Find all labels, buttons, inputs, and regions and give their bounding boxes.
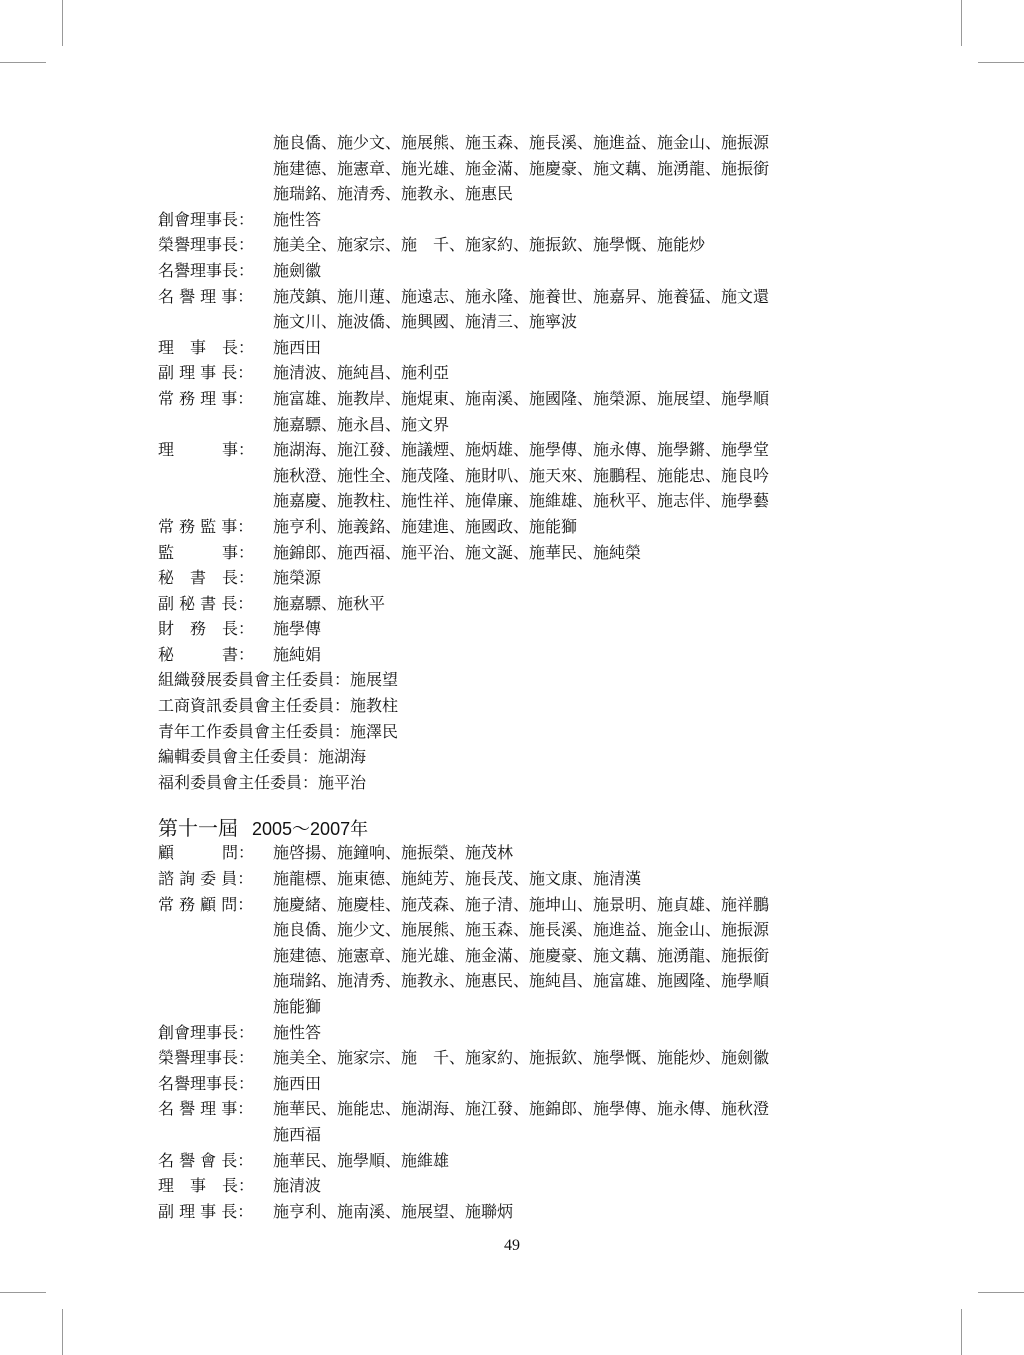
roster-row [158,565,878,591]
member-names: 施錦郎、施西福、施平治、施文誕、施華民、施純榮 [273,542,642,562]
member-names: 施華民、施能忠、施湖海、施江發、施錦郎、施學傳、施永傳、施秋澄 [273,1099,770,1119]
roster-row [158,1045,878,1071]
member-names: 施西福 [273,1124,322,1144]
roster-row [158,1096,878,1122]
roster-row [158,386,878,412]
member-names: 施教柱 [350,696,399,716]
role-label: 秘 書 長： [158,568,255,588]
role-label: 創會理事長： [158,209,255,229]
section-term: 第十一屆 [158,816,238,841]
roster-row [158,866,878,892]
member-names: 施瑞銘、施清秀、施教永、施惠民、施純昌、施富雄、施國隆、施學順 [273,971,770,991]
member-names: 施展望 [350,670,399,690]
member-names: 施美全、施家宗、施 千、施家約、施振欽、施學慨、施能炒、施劍徽 [273,1048,770,1068]
crop-mark-top-right-horizontal [978,62,1024,63]
section-gap [158,795,878,815]
roster-row [158,770,878,796]
roster-row [158,437,878,463]
role-label [158,488,273,514]
roster-row [158,917,878,943]
member-names: 施瑞銘、施清秀、施教永、施惠民 [273,184,514,204]
roster-row [158,309,878,335]
roster-row [158,968,878,994]
roster-row [158,1148,878,1174]
document-body [158,130,878,1224]
role-label [158,181,273,207]
roster-row [158,540,878,566]
member-names: 施美全、施家宗、施 千、施家約、施振欽、施學慨、施能炒 [273,235,706,255]
roster-row [158,943,878,969]
member-names: 施澤民 [350,721,399,741]
roster-row [158,360,878,386]
roster-row [158,892,878,918]
role-label: 名 譽 理 事： [158,286,254,306]
member-names: 施嘉驃、施永昌、施文界 [273,414,450,434]
role-label: 福利委員會主任委員： [158,772,319,792]
role-label: 組織發展委員會主任委員： [158,670,351,690]
member-names: 施嘉慶、施教柱、施性祥、施偉廉、施維雄、施秋平、施志伴、施學藝 [273,491,770,511]
role-label: 名譽理事長： [158,1073,255,1093]
member-names: 施榮源 [273,568,322,588]
member-names: 施建德、施憲章、施光雄、施金滿、施慶豪、施文藕、施湧龍、施振銜 [273,158,770,178]
roster-row [158,1199,878,1225]
section-years: 2005～2007年 [252,819,369,840]
role-label: 榮譽理事長： [158,235,255,255]
role-label: 副 理 事 長： [158,1201,254,1221]
member-names: 施湖海 [318,747,367,767]
crop-mark-bottom-right-horizontal [978,1292,1024,1293]
member-names: 施清波、施純昌、施利亞 [273,363,450,383]
roster-row [158,693,878,719]
role-label [158,943,273,969]
member-names: 施能獅 [273,997,322,1016]
roster-row [158,719,878,745]
role-label: 顧 問： [158,843,255,863]
member-names: 施西田 [273,337,322,357]
member-names: 施亨利、施義銘、施建進、施國政、施能獅 [273,516,578,536]
role-label: 名 譽 理 事： [158,1099,254,1119]
member-names: 施龍標、施東德、施純芳、施長茂、施文康、施清漢 [273,869,642,889]
roster-row [158,1173,878,1199]
roster-row [158,181,878,207]
role-label: 名譽理事長： [158,260,255,280]
role-label [158,463,273,489]
eleventh-term-roster [158,840,878,1224]
roster-row [158,156,878,182]
role-label: 榮譽理事長： [158,1048,255,1068]
member-names: 施純娟 [273,644,322,664]
role-label: 副 秘 書 長： [158,593,254,613]
previous-term-roster [158,130,878,795]
crop-mark-bottom-left-vertical [62,1309,63,1355]
role-label [158,412,273,438]
crop-mark-bottom-right-vertical [961,1309,962,1355]
member-names: 施性答 [273,209,322,229]
role-label: 監 事： [158,542,255,562]
roster-row [158,514,878,540]
member-names: 施良僑、施少文、施展熊、施玉森、施長溪、施進益、施金山、施振源 [273,920,770,940]
role-label: 財 務 長： [158,619,255,639]
role-label: 編輯委員會主任委員： [158,747,319,767]
member-names: 施學傳 [273,619,322,639]
role-label [158,917,273,943]
role-label [158,309,273,335]
roster-row [158,463,878,489]
roster-row [158,488,878,514]
member-names: 施文川、施波僑、施興國、施清三、施寧波 [273,312,578,332]
roster-row [158,232,878,258]
role-label: 名 譽 會 長： [158,1150,254,1170]
crop-mark-top-left-horizontal [0,62,46,63]
member-names: 施秋澄、施性全、施茂隆、施財叭、施天來、施鵬程、施能忠、施良吟 [273,465,770,485]
role-label: 秘 書： [158,644,255,664]
member-names: 施嘉驃、施秋平 [273,593,386,613]
member-names: 施啓揚、施鐘响、施振榮、施茂林 [273,843,514,863]
crop-mark-bottom-left-horizontal [0,1292,46,1293]
roster-row [158,1122,878,1148]
roster-row [158,994,878,1020]
roster-row [158,207,878,233]
role-label: 常 務 理 事： [158,388,254,408]
roster-row [158,616,878,642]
crop-mark-top-right-vertical [961,0,962,46]
roster-row [158,591,878,617]
roster-row [158,667,878,693]
member-names: 施華民、施學順、施維雄 [273,1150,450,1170]
roster-row [158,1071,878,1097]
member-names: 施平治 [318,772,367,792]
roster-row [158,1020,878,1046]
role-label: 副 理 事 長： [158,363,254,383]
role-label: 諮 詢 委 員： [158,869,254,889]
member-names: 施亨利、施南溪、施展望、施聯炳 [273,1201,514,1221]
role-label: 常 務 顧 問： [158,894,254,914]
roster-row [158,744,878,770]
roster-row [158,130,878,156]
roster-row [158,840,878,866]
member-names: 施清波 [273,1176,322,1196]
roster-row [158,642,878,668]
member-names: 施湖海、施江發、施議煙、施炳雄、施學傳、施永傳、施學鏘、施學堂 [273,440,770,460]
role-label: 理 事 長： [158,337,255,357]
role-label: 創會理事長： [158,1022,255,1042]
member-names: 施茂鎮、施川蓮、施遠志、施永隆、施養世、施嘉昇、施養猛、施文還 [273,286,770,306]
roster-row [158,284,878,310]
role-label: 工商資訊委員會主任委員： [158,696,351,716]
role-label: 常 務 監 事： [158,516,254,536]
member-names: 施慶緒、施慶桂、施茂森、施子清、施坤山、施景明、施貞雄、施祥鵬 [273,894,770,914]
section-heading [158,815,878,841]
role-label: 理 事 長： [158,1176,255,1196]
role-label [158,130,273,156]
roster-row [158,258,878,284]
member-names: 施建德、施憲章、施光雄、施金滿、施慶豪、施文藕、施湧龍、施振銜 [273,945,770,965]
crop-mark-top-left-vertical [62,0,63,46]
role-label [158,1122,273,1148]
member-names: 施西田 [273,1073,322,1093]
role-label: 青年工作委員會主任委員： [158,721,351,741]
member-names: 施性答 [273,1022,322,1042]
roster-row [158,335,878,361]
member-names: 施劍徽 [273,260,322,280]
member-names: 施富雄、施教岸、施焜東、施南溪、施國隆、施榮源、施展望、施學順 [273,388,770,408]
role-label [158,994,273,1020]
member-names: 施良僑、施少文、施展熊、施玉森、施長溪、施進益、施金山、施振源 [273,133,770,152]
roster-row [158,412,878,438]
role-label: 理 事： [158,440,255,460]
role-label [158,156,273,182]
role-label [158,968,273,994]
page-number: 49 [504,1237,520,1254]
